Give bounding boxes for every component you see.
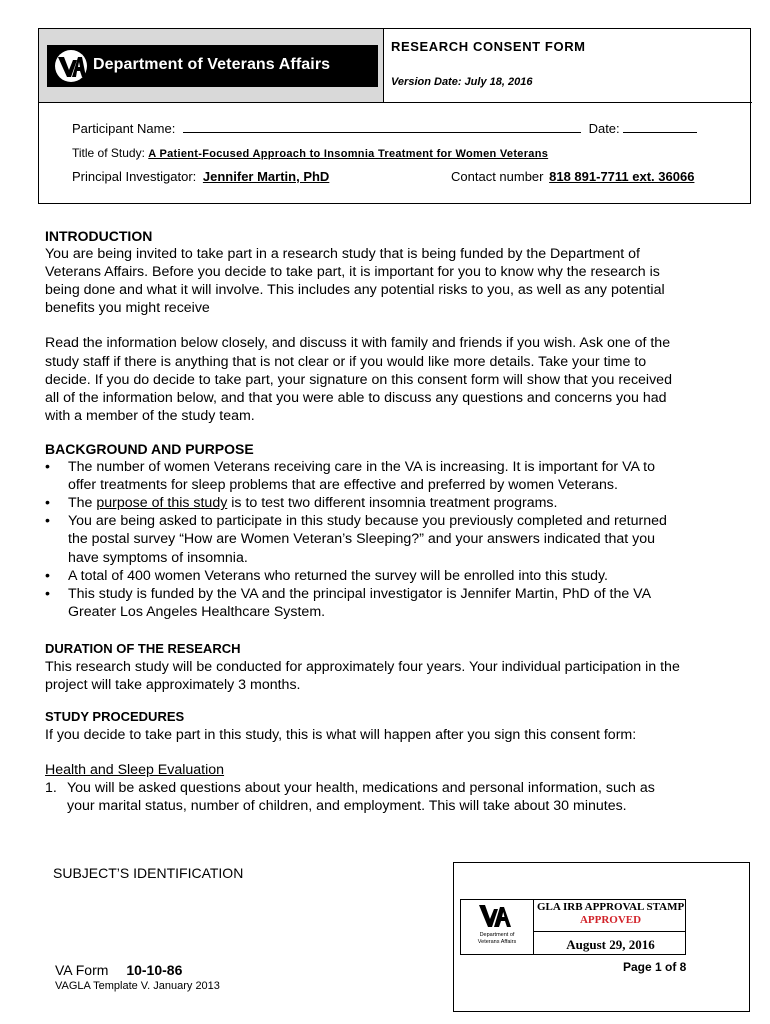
duration-line: This research study will be conducted for approximately four years. Your individual participation in the [45,659,680,676]
intro-line: study staff if there is anything that is not clear or if you would like more details. Take your time to [45,353,647,370]
subject-identification-label: SUBJECT’S IDENTIFICATION [53,865,244,881]
va-logo-text: Department of Veterans Affairs [93,56,331,73]
list-item: • The number of women Veterans receiving care in the VA is increasing. It is important for VA to offer treatments for sleep problems that are effective and preferred by women Veterans. [45,459,655,494]
contact-number: 818 891-7711 ext. 36066 [549,169,695,184]
pi-name: Jennifer Martin, PhD [202,169,330,184]
duration-section [45,640,735,694]
stamp-status: APPROVED [579,914,642,926]
stamp-divider [533,931,686,932]
intro-line: decide. If you do decide to take part, your signature on this consent form will show that you received [45,371,672,388]
va-form-row [55,962,182,978]
participant-name-row [72,120,697,136]
procedures-section [45,708,735,815]
background-section [45,440,735,621]
form-title: RESEARCH CONSENT FORM [391,39,586,54]
consent-header-box [38,28,751,204]
list-item: • The purpose of this study is to test two different insomnia treatment programs. [45,495,558,512]
duration-heading: DURATION OF THE RESEARCH [45,641,241,656]
participant-name-label: Participant Name: [72,121,176,136]
va-logo-cell [39,29,384,103]
study-title: A Patient-Focused Approach to Insomnia Treatment for Women Veterans [148,148,549,160]
pi-label: Principal Investigator: [72,169,197,184]
list-item: • A total of 400 women Veterans who returned the survey will be enrolled into this study. [45,567,608,584]
study-title-row [72,146,548,160]
va-emblem-icon [51,48,91,84]
intro-line: You are being invited to take part in a research study that is being funded by the Department of [45,246,640,263]
list-item: 1. You will be asked questions about your health, medications and personal information, such as your marital status, number of children, and employment. This will take about 30 minutes. [45,780,655,815]
contact-label: Contact number [451,169,544,184]
header-divider [384,102,752,103]
stamp-date: August 29, 2016 [566,937,655,952]
background-list [45,458,735,621]
pi-row [72,169,329,184]
date-field[interactable] [623,120,697,133]
intro-line: benefits you might receive [45,300,210,317]
study-title-label: Title of Study: [72,146,145,160]
intro-line: all of the information below, and that you were able to discuss any questions and concerns you had [45,389,667,406]
template-version: VAGLA Template V. January 2013 [55,980,220,992]
evaluation-subheading: Health and Sleep Evaluation [45,762,225,779]
stamp-divider [533,899,534,955]
list-item: • You are being asked to participate in this study because you previously completed and returned the postal survey “How are Women Veteran’s Sleeping?” and your answers indicated that you have symptoms of insomnia. [45,513,667,566]
procedures-intro: If you decide to take part in this study, this is what will happen after you sign this consent form: [45,727,637,744]
va-stamp-logo-icon [478,903,514,931]
item-number: 1. [45,780,57,797]
procedures-heading: STUDY PROCEDURES [45,709,185,724]
version-date: Version Date: July 18, 2016 [391,76,533,88]
page-number: Page 1 of 8 [623,960,687,974]
intro-line: being done and what it will involve. This includes any potential risks to you, as well as any potential [45,282,665,299]
participant-name-field[interactable] [183,120,581,133]
intro-line: Veterans Affairs. Before you decide to take part, it is important for you to know why the research is [45,264,660,281]
intro-line: with a member of the study team. [45,407,255,424]
intro-line: Read the information below closely, and discuss it with family and friends if you wish. Ask one of the [45,335,671,352]
stamp-title: GLA IRB APPROVAL STAMP [537,901,685,913]
purpose-link: purpose of this study [96,495,228,512]
introduction-heading: INTRODUCTION [45,228,153,244]
duration-line: project will take approximately 3 months. [45,677,301,694]
stamp-logo-text: Department of Veterans Affairs [477,932,517,945]
date-label: Date: [588,121,620,136]
contact-row [451,169,694,184]
introduction-section [45,227,735,425]
list-item: • This study is funded by the VA and the principal investigator is Jennifer Martin, PhD of the VA Greater Los Angeles Healthcare System. [45,585,652,620]
background-heading: BACKGROUND AND PURPOSE [45,441,254,457]
va-form-label: VA Form [55,962,109,978]
va-form-number: 10-10-86 [126,962,183,978]
